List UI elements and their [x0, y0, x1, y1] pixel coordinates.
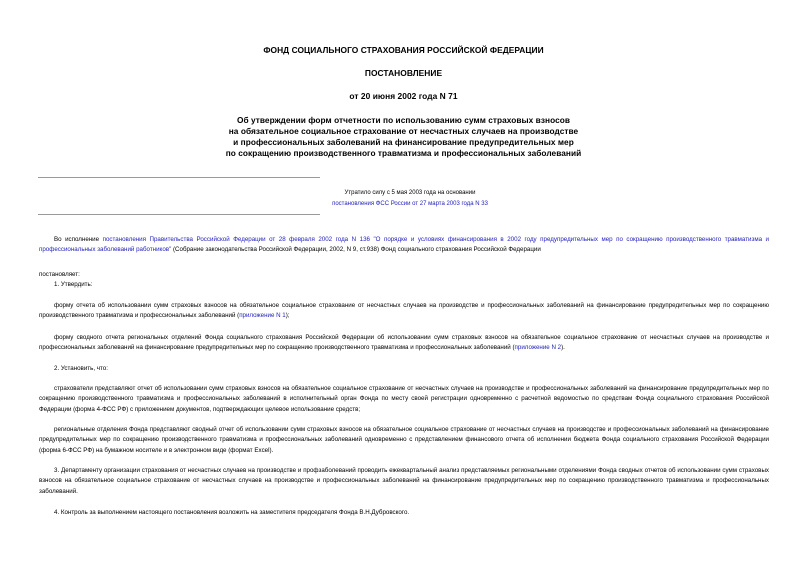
paragraph-form-1: [39, 301, 769, 322]
preamble-text: Во исполнение: [54, 236, 103, 243]
form-2-text: форму сводного отчета региональных отделений Фонда социального страхования Российской Федерации об использовании сумм страховых взносов на обязательное социальное страхование от несчастных случаев на производстве и профессиональных заболеваний на финансирование предупредительных мер по сокращению производственного травматизма и профессиональных заболеваний (: [39, 334, 769, 352]
paragraph-item-4: 4. Контроль за выполнением настоящего постановления возложить на заместителя председателя Фонда В.Н.Дубровского.: [54, 509, 410, 516]
paragraph-regional-offices: региональные отделения Фонда представляют сводный отчет об использовании сумм страховых взносов на обязательное социальное страхование от несчастных случаев на производстве и профессиональных заболеваний на финансирование предупредительных мер по сокращению производственного травматизма и профессиональных заболеваний одновременно с представлением финансового отчета об исполнении бюджета Фонда социального страхования Российской Федерации (форма 6-ФСС РФ) на бумажном носителе и в электронном виде (формат Excel).: [39, 426, 769, 454]
preamble-text-tail: (Собрание законодательства Российской Федерации, 2002, N 9, ст.938) Фонд социального страхования Российской Федерации: [171, 246, 541, 254]
title-line: на обязательное социальное страхование от несчастных случаев на производстве: [228, 126, 579, 136]
paragraph-item-1: 1. Утвердить:: [54, 281, 93, 288]
annotation-link[interactable]: постановления ФСС России от 27 марта 2003 года N 33: [332, 201, 488, 207]
divider-bottom: [38, 214, 320, 215]
annotation-link-line: [280, 199, 540, 209]
paragraph-insurers: страхователи представляют отчет об использовании сумм страховых взносов на обязательное социальное страхование от несчастных случаев на производстве и профессиональных заболеваний на финансирование предупредительных мер по сокращению производственного травматизма и профессиональных заболеваний в исполнительный орган Фонда по месту своей регистрации одновременно с расчетной ведомостью по средствам Фонда социального страхования Российской Федерации (форма 4-ФСС РФ) с приложением документов, подтверждающих целевое использование средств;: [39, 385, 769, 413]
form-1-text: форму отчета об использовании сумм страховых взносов на обязательное социальное страхование от несчастных случаев на производстве и профессиональных заболеваний на финансирование предупредительных мер по сокращению производственного травматизма и профессиональных заболеваний (: [39, 302, 769, 320]
paragraph-preamble: [39, 235, 769, 256]
title-line: и профессиональных заболеваний на финансирование предупредительных мер: [233, 137, 574, 147]
title-line: по сокращению производственного травматизма и профессиональных заболеваний: [225, 148, 582, 158]
government-decree-link[interactable]: постановления Правительства Российской Федерации от 28 февраля 2002 года N 136 "О порядке и условиях финансирования в 2002 году предупредительных мер по сокращению производственного травматизма и профессиональных заболеваний работников": [39, 236, 769, 254]
form-1-text-tail: );: [285, 312, 290, 320]
divider-top: [38, 177, 320, 178]
paragraph-item-3: 3. Департаменту организации страхования от несчастных случаев на производстве и профзаболеваний проводить ежеквартальный анализ представляемых региональными отделениями Фонда сводных отчетов об использовании сумм страховых взносов на обязательное социальное страхование от несчастных случаев на производстве и профессиональных заболеваний на финансирование предупредительных мер по сокращению производственного травматизма и профессиональных заболеваний.: [39, 467, 769, 495]
title-line: Об утверждении форм отчетности по использованию сумм страховых взносов: [236, 115, 571, 125]
document-title: [0, 115, 807, 159]
document-date: от 20 июня 2002 года N 71: [349, 91, 458, 101]
paragraph-resolves: постановляет:: [39, 271, 80, 278]
paragraph-item-2: 2. Установить, что:: [54, 365, 108, 372]
appendix-2-link[interactable]: приложение N 2: [514, 344, 562, 352]
appendix-1-link[interactable]: приложение N 1: [239, 312, 286, 320]
organization-heading: ФОНД СОЦИАЛЬНОГО СТРАХОВАНИЯ РОССИЙСКОЙ ФЕДЕРАЦИИ: [263, 45, 544, 55]
paragraph-form-2: [39, 333, 769, 354]
document-kind: ПОСТАНОВЛЕНИЕ: [364, 68, 443, 78]
form-2-text-tail: ).: [561, 344, 565, 352]
annotation-note: Утратило силу с 5 мая 2003 года на основании: [344, 190, 476, 196]
